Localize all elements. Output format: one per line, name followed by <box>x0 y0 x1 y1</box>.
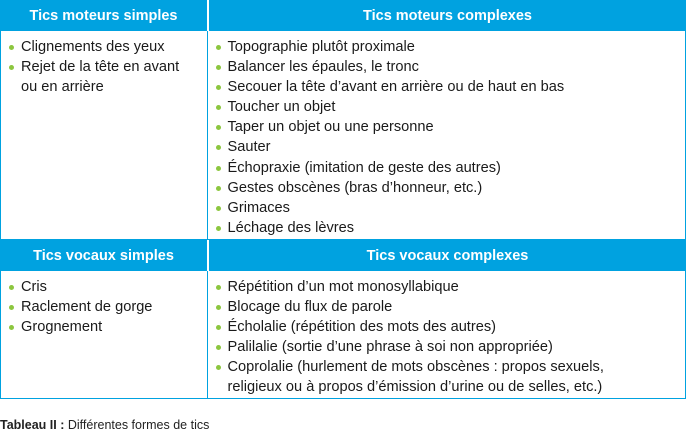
list-item: Topographie plutôt proximale <box>216 37 682 57</box>
caption-text: Différentes formes de tics <box>64 418 209 432</box>
bullet-icon <box>216 206 221 211</box>
cell-simple-motor-tics <box>0 31 208 240</box>
list-item: Toucher un objet <box>216 97 682 117</box>
list-item: Grimaces <box>216 198 682 218</box>
header-complex-vocal-tics: Tics vocaux complexes <box>209 240 686 271</box>
bullet-icon <box>216 65 221 70</box>
list-item: Coprolalie (hurlement de mots obscènes : propos sexuels, religieux ou à propos d’émission d’urine ou de selles, etc.) <box>216 357 656 397</box>
list-item: Répétition d’un mot monosyllabique <box>216 277 656 297</box>
bullet-icon <box>9 325 14 330</box>
list-item: Clignements des yeux <box>9 37 197 57</box>
bullet-icon <box>216 105 221 110</box>
header-complex-motor-tics: Tics moteurs complexes <box>209 0 686 31</box>
cell-complex-motor-tics <box>207 31 686 240</box>
bullet-icon <box>216 186 221 191</box>
list-item: Grognement <box>9 317 203 337</box>
list-item: Rejet de la tête en avant ou en arrière <box>9 57 197 97</box>
list-item: Palilalie (sortie d’une phrase à soi non appropriée) <box>216 337 656 357</box>
bullet-icon <box>216 45 221 50</box>
list-item: Écholalie (répétition des mots des autres) <box>216 317 656 337</box>
bullet-icon <box>9 45 14 50</box>
list-item: Sauter <box>216 137 682 157</box>
list-item: Balancer les épaules, le tronc <box>216 57 682 77</box>
bullet-icon <box>216 305 221 310</box>
bullet-icon <box>216 166 221 171</box>
bullet-icon <box>9 305 14 310</box>
list-item: Cris <box>9 277 203 297</box>
header-simple-vocal-tics: Tics vocaux simples <box>0 240 207 271</box>
bullet-icon <box>9 65 14 70</box>
header-simple-motor-tics: Tics moteurs simples <box>0 0 207 31</box>
list-item: Raclement de gorge <box>9 297 203 317</box>
bullet-icon <box>216 325 221 330</box>
bullet-icon <box>216 226 221 231</box>
list-item: Blocage du flux de parole <box>216 297 656 317</box>
list-item: Taper un objet ou une personne <box>216 117 682 137</box>
cell-simple-vocal-tics <box>0 271 208 399</box>
list-item: Secouer la tête d’avant en arrière ou de haut en bas <box>216 77 682 97</box>
bullet-icon <box>216 85 221 90</box>
list-item: Échopraxie (imitation de geste des autres) <box>216 158 682 178</box>
caption-label: Tableau II : <box>0 418 64 432</box>
bullet-icon <box>216 125 221 130</box>
bullet-icon <box>9 285 14 290</box>
bullet-icon <box>216 145 221 150</box>
bullet-icon <box>216 285 221 290</box>
cell-complex-vocal-tics <box>207 271 686 399</box>
bullet-icon <box>216 345 221 350</box>
list-item: Léchage des lèvres <box>216 218 682 238</box>
bullet-icon <box>216 365 221 370</box>
list-item: Gestes obscènes (bras d’honneur, etc.) <box>216 178 682 198</box>
